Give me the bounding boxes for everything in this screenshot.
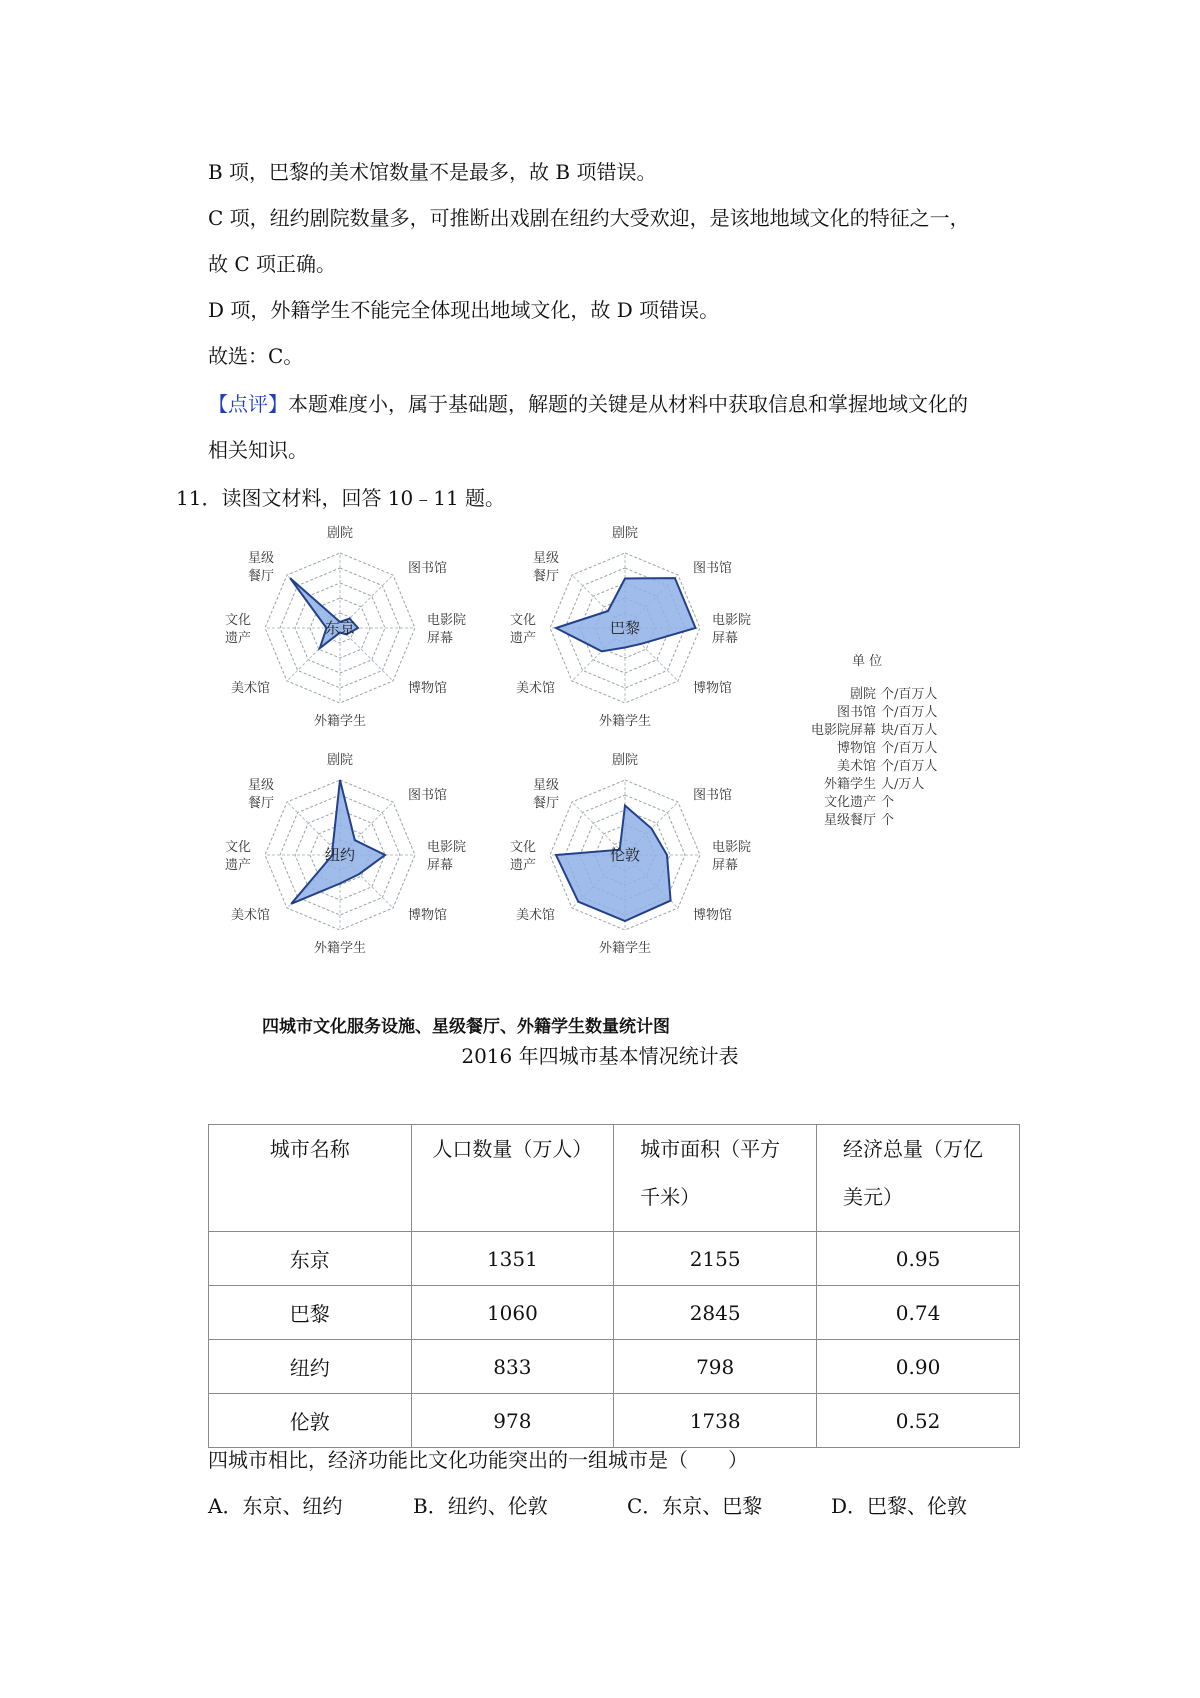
table-cell: 1738 bbox=[614, 1394, 817, 1448]
table-cell: 0.52 bbox=[817, 1394, 1020, 1448]
radar-axis-label: 遗产 bbox=[224, 631, 251, 646]
table-cell: 1351 bbox=[411, 1232, 614, 1286]
unit-value: 个 bbox=[881, 795, 895, 810]
radar-axis-label: 图书馆 bbox=[408, 788, 448, 803]
table-row bbox=[209, 1394, 1020, 1448]
header-cell: 城市面积（平方千米） bbox=[614, 1125, 817, 1232]
chart-title: 四城市文化服务设施、星级餐厅、外籍学生数量统计图 bbox=[262, 1017, 670, 1037]
unit-value: 个/百万人 bbox=[881, 687, 938, 702]
table-cell: 纽约 bbox=[209, 1340, 412, 1394]
radar-axis-label: 星级 bbox=[532, 778, 559, 793]
radar-axis-label: 屏幕 bbox=[427, 631, 454, 646]
unit-key: 美术馆 bbox=[836, 759, 876, 774]
radar-city-label: 东京 bbox=[324, 619, 356, 637]
radar-city-label: 伦敦 bbox=[609, 846, 641, 864]
radar-axis-label: 博物馆 bbox=[408, 908, 448, 923]
table-cell: 798 bbox=[614, 1340, 817, 1394]
table-cell: 2845 bbox=[614, 1286, 817, 1340]
radar-axis-label: 电影院 bbox=[712, 613, 752, 628]
radar-axis-label: 外籍学生 bbox=[313, 714, 367, 729]
unit-value: 人/万人 bbox=[881, 777, 925, 792]
header-cell: 人口数量（万人） bbox=[411, 1125, 614, 1232]
radar-axis-label: 博物馆 bbox=[693, 908, 733, 923]
radar-axis-label: 星级 bbox=[532, 551, 559, 566]
unit-value: 个/百万人 bbox=[881, 759, 938, 774]
table-row bbox=[209, 1286, 1020, 1340]
radar-axis-label: 文化 bbox=[224, 840, 251, 855]
radar-axis-label: 美术馆 bbox=[515, 908, 555, 923]
radar-chart bbox=[225, 525, 466, 729]
table-cell: 东京 bbox=[209, 1232, 412, 1286]
radar-axis-label: 博物馆 bbox=[693, 681, 733, 696]
radar-series-shape bbox=[290, 578, 358, 648]
option-c: C．东京、巴黎 bbox=[627, 1494, 763, 1518]
text-line: 故选：C。 bbox=[208, 344, 304, 368]
radar-axis-label: 剧院 bbox=[326, 753, 354, 768]
radar-axis-label: 剧院 bbox=[611, 526, 639, 541]
radar-axis-label: 美术馆 bbox=[515, 681, 555, 696]
radar-axis-label: 遗产 bbox=[224, 858, 251, 873]
stats-table bbox=[208, 1124, 1020, 1448]
radar-axis-label: 餐厅 bbox=[532, 796, 559, 811]
option-b: B．纽约、伦敦 bbox=[413, 1494, 548, 1518]
radar-axis-label: 图书馆 bbox=[693, 561, 733, 576]
unit-key: 剧院 bbox=[849, 687, 876, 702]
radar-axis-label: 剧院 bbox=[611, 753, 639, 768]
table-row bbox=[209, 1340, 1020, 1394]
unit-key: 星级餐厅 bbox=[823, 813, 876, 828]
units-legend bbox=[811, 654, 937, 828]
unit-value: 个 bbox=[881, 813, 895, 828]
radar-axis-label: 遗产 bbox=[509, 631, 536, 646]
radar-axis-label: 遗产 bbox=[509, 858, 536, 873]
unit-key: 外籍学生 bbox=[823, 777, 876, 792]
text-line: 相关知识。 bbox=[208, 438, 308, 462]
question-stem: 四城市相比，经济功能比文化功能突出的一组城市是（ ） bbox=[208, 1448, 748, 1472]
table-cell: 伦敦 bbox=[209, 1394, 412, 1448]
radar-axis-label: 外籍学生 bbox=[598, 714, 652, 729]
radar-axis-label: 文化 bbox=[224, 613, 251, 628]
radar-axis-label: 电影院 bbox=[712, 840, 752, 855]
table-cell: 巴黎 bbox=[209, 1286, 412, 1340]
radar-axis-label: 文化 bbox=[509, 840, 536, 855]
radar-axis-label: 屏幕 bbox=[712, 631, 739, 646]
table-cell: 2155 bbox=[614, 1232, 817, 1286]
radar-city-label: 巴黎 bbox=[609, 619, 641, 637]
header-cell: 经济总量（万亿美元） bbox=[817, 1125, 1020, 1232]
radar-axis-label: 星级 bbox=[247, 778, 274, 793]
unit-key: 文化遗产 bbox=[823, 795, 876, 810]
text-line: 故 C 项正确。 bbox=[208, 252, 337, 276]
radar-axis-label: 美术馆 bbox=[230, 681, 270, 696]
radar-axis-label: 图书馆 bbox=[408, 561, 448, 576]
text-line: D 项，外籍学生不能完全体现出地域文化，故 D 项错误。 bbox=[208, 298, 720, 322]
units-title: 单 位 bbox=[852, 654, 883, 669]
radar-series-shape bbox=[291, 780, 385, 904]
radar-axis-label: 屏幕 bbox=[427, 858, 454, 873]
text-line: C 项，纽约剧院数量多，可推断出戏剧在纽约大受欢迎，是该地地域文化的特征之一， bbox=[208, 206, 970, 230]
option-a: A．东京、纽约 bbox=[208, 1494, 343, 1518]
option-d: D．巴黎、伦敦 bbox=[831, 1494, 968, 1518]
table-row bbox=[209, 1232, 1020, 1286]
unit-value: 个/百万人 bbox=[881, 741, 938, 756]
radar-axis-label: 屏幕 bbox=[712, 858, 739, 873]
question-number-line: 11．读图文材料，回答 10﹣11 题。 bbox=[176, 486, 506, 510]
table-header-row bbox=[209, 1125, 1020, 1232]
radar-axis-label: 博物馆 bbox=[408, 681, 448, 696]
radar-axis-label: 星级 bbox=[247, 551, 274, 566]
unit-key: 图书馆 bbox=[836, 705, 876, 720]
unit-key: 电影院屏幕 bbox=[810, 723, 876, 738]
radar-axis-label: 电影院 bbox=[427, 613, 467, 628]
radar-axis-label: 外籍学生 bbox=[598, 941, 652, 956]
radar-chart bbox=[510, 752, 751, 956]
table-cell: 978 bbox=[411, 1394, 614, 1448]
unit-key: 博物馆 bbox=[836, 741, 876, 756]
radar-chart bbox=[510, 525, 751, 729]
comment-line bbox=[208, 390, 968, 418]
table-cell: 0.74 bbox=[817, 1286, 1020, 1340]
radar-charts bbox=[200, 520, 960, 990]
radar-axis-label: 美术馆 bbox=[230, 908, 270, 923]
radar-city-label: 纽约 bbox=[324, 846, 356, 864]
radar-axis-label: 文化 bbox=[509, 613, 536, 628]
radar-axis-label: 餐厅 bbox=[247, 796, 274, 811]
table-cell: 0.90 bbox=[817, 1340, 1020, 1394]
radar-chart bbox=[225, 752, 466, 956]
unit-value: 块/百万人 bbox=[881, 723, 938, 738]
text-line: B 项，巴黎的美术馆数量不是最多，故 B 项错误。 bbox=[208, 160, 657, 184]
radar-series-shape bbox=[556, 578, 696, 651]
table-cell: 833 bbox=[411, 1340, 614, 1394]
header-cell: 城市名称 bbox=[209, 1125, 412, 1232]
table-cell: 0.95 bbox=[817, 1232, 1020, 1286]
radar-axis-label: 餐厅 bbox=[247, 569, 274, 584]
radar-axis-label: 餐厅 bbox=[532, 569, 559, 584]
radar-axis-label: 外籍学生 bbox=[313, 941, 367, 956]
comment-text: 本题难度小，属于基础题，解题的关键是从材料中获取信息和掌握地域文化的 bbox=[288, 392, 968, 416]
radar-axis-label: 电影院 bbox=[427, 840, 467, 855]
table-title: 2016 年四城市基本情况统计表 bbox=[461, 1044, 739, 1068]
radar-axis-label: 图书馆 bbox=[693, 788, 733, 803]
unit-value: 个/百万人 bbox=[881, 705, 938, 720]
table-cell: 1060 bbox=[411, 1286, 614, 1340]
comment-tag: 【点评】 bbox=[208, 392, 288, 416]
radar-axis-label: 剧院 bbox=[326, 526, 354, 541]
